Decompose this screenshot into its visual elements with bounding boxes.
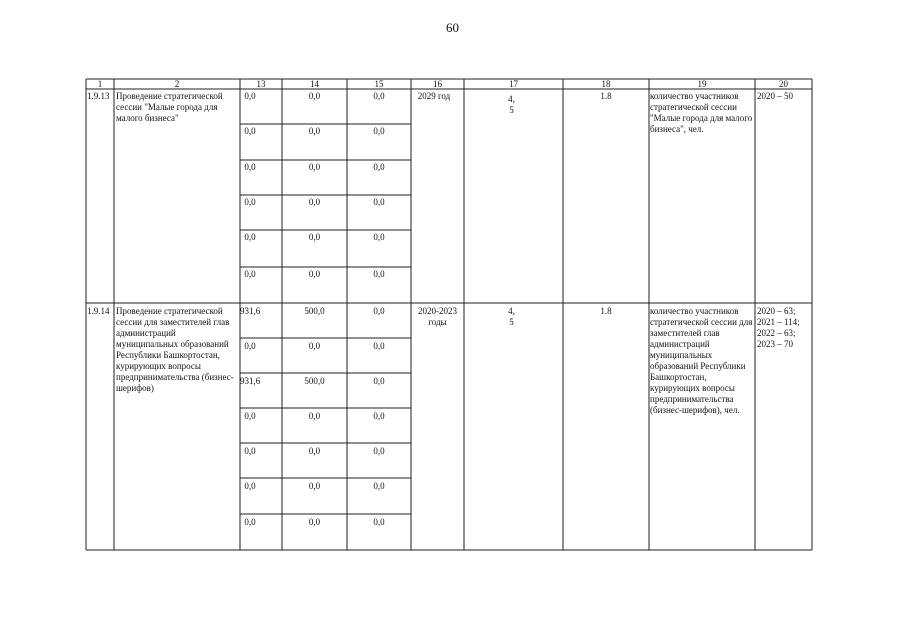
col17-cell: 4, 5 (508, 306, 515, 327)
value-cell: 0,0 (373, 162, 385, 172)
value-cell: 0,0 (308, 232, 321, 242)
col18-cell: 1.8 (600, 306, 612, 316)
header-col-2: 2 (174, 79, 180, 89)
value-cell: 0,0 (308, 517, 321, 527)
header-col-14: 14 (310, 79, 319, 89)
row-name: Проведение стратегической сессии для заместителей глав администраций муниципальных образований Республики Башкортостан, курирующих вопросы предпринимательства (бизнес-шерифов) (116, 306, 234, 393)
header-col-20: 20 (779, 79, 788, 89)
page-number: 60 (446, 20, 459, 35)
period-cell: 2020-2023 годы (418, 306, 457, 327)
header-col-18: 18 (601, 79, 611, 89)
col17-cell: 4, 5 (508, 94, 515, 115)
value-cell: 0,0 (373, 341, 385, 351)
value-cell: 0,0 (308, 341, 321, 351)
value-cell: 931,6 (240, 306, 261, 316)
targets-cell: 2020 – 50 (757, 91, 793, 101)
value-cell: 0,0 (308, 197, 321, 207)
col18-cell: 1.8 (600, 91, 612, 101)
value-cell: 0,0 (373, 126, 385, 136)
value-cell: 0,0 (373, 517, 385, 527)
header-col-17: 17 (509, 79, 518, 89)
value-cell: 0,0 (244, 126, 256, 136)
value-cell: 0,0 (308, 126, 321, 136)
targets-cell: 2020 – 63; 2021 – 114; 2022 – 63; 2023 – 70 (757, 306, 800, 349)
indicator-cell: количество участников стратегической сессии для заместителей глав администраций муниципальных образований Республики Башкортостан, курирующих вопросы предпринимательства (бизнес-шерифов), чел. (650, 306, 753, 415)
value-cell: 0,0 (373, 232, 385, 242)
value-cell: 931,6 (240, 376, 261, 386)
value-cell: 0,0 (244, 197, 256, 207)
value-cell: 0,0 (373, 481, 385, 491)
value-cell: 500,0 (304, 306, 325, 316)
value-cell: 0,0 (308, 91, 321, 101)
value-cell: 0,0 (308, 481, 321, 491)
indicator-cell: количество участников стратегической сессии "Малые города для малого бизнеса", чел. (650, 91, 753, 134)
row-name: Проведение стратегической сессии "Малые города для малого бизнеса" (116, 91, 223, 123)
period-cell: 2029 год (417, 91, 451, 101)
value-cell: 0,0 (244, 91, 256, 101)
row-code: 1.9.13 (87, 91, 110, 101)
value-cell: 0,0 (308, 162, 321, 172)
value-cell: 0,0 (373, 306, 385, 316)
value-cell: 0,0 (373, 411, 385, 421)
header-col-19: 19 (697, 79, 707, 89)
value-cell: 0,0 (244, 232, 256, 242)
header-col-15: 15 (374, 79, 384, 89)
header-col-16: 16 (433, 79, 442, 89)
value-cell: 0,0 (373, 269, 385, 279)
value-cell: 0,0 (244, 481, 256, 491)
row-code: 1.9.14 (87, 306, 110, 316)
value-cell: 500,0 (304, 376, 325, 386)
value-cell: 0,0 (308, 446, 321, 456)
header-col-13: 13 (256, 79, 266, 89)
value-cell: 0,0 (373, 446, 385, 456)
value-cell: 0,0 (244, 446, 256, 456)
value-cell: 0,0 (244, 162, 256, 172)
value-cell: 0,0 (244, 269, 256, 279)
value-cell: 0,0 (373, 376, 385, 386)
value-cell: 0,0 (244, 411, 256, 421)
header-col-1: 1 (97, 79, 103, 89)
value-cell: 0,0 (308, 269, 321, 279)
value-cell: 0,0 (244, 517, 256, 527)
value-cell: 0,0 (373, 91, 385, 101)
value-cell: 0,0 (308, 411, 321, 421)
value-cell: 0,0 (244, 341, 256, 351)
value-cell: 0,0 (373, 197, 385, 207)
